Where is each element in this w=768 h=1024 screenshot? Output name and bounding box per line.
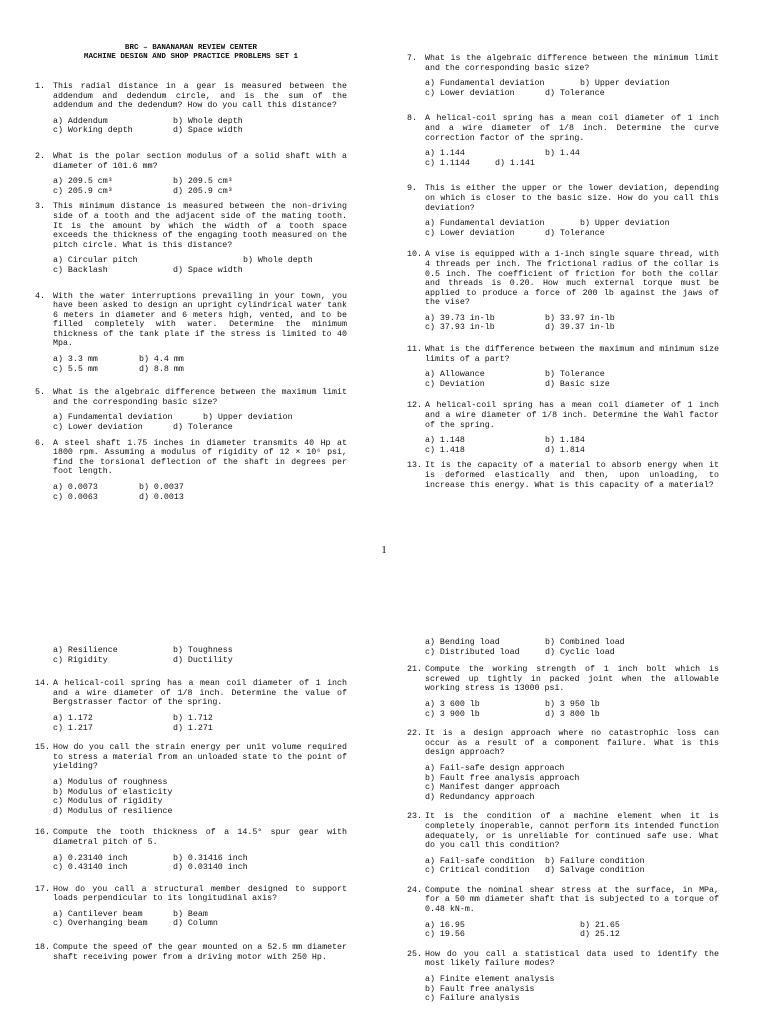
choice-b[interactable]: b) Combined load bbox=[545, 638, 625, 647]
choice-d[interactable]: d) 1.141 bbox=[495, 158, 535, 168]
choice-b[interactable]: b) 209.5 cm³ bbox=[173, 177, 233, 187]
choice-a[interactable]: a) Bending load bbox=[425, 638, 500, 647]
question-5 bbox=[35, 388, 347, 432]
choice-b[interactable]: b) Upper deviation bbox=[580, 219, 670, 229]
question-number: 16. bbox=[35, 828, 50, 838]
question-12 bbox=[407, 401, 719, 455]
question-20-choices bbox=[407, 638, 719, 657]
question-17 bbox=[35, 885, 347, 929]
choice-a[interactable]: a) Modulus of roughness bbox=[53, 777, 168, 787]
choice-b[interactable]: b) Failure condition bbox=[545, 856, 645, 866]
choice-c[interactable]: c) 0.43140 inch bbox=[53, 863, 128, 873]
choice-a[interactable]: a) Fundamental deviation bbox=[425, 219, 545, 229]
page2-left-column bbox=[35, 646, 347, 968]
answer-choices bbox=[53, 256, 347, 275]
question-1 bbox=[35, 82, 347, 136]
question-22 bbox=[407, 729, 719, 802]
choice-c[interactable]: c) Critical condition bbox=[425, 866, 530, 876]
question-text: How do you call a structural member designed to support loads perpendicular to its longitudinal axis? bbox=[53, 884, 347, 904]
answer-choices bbox=[425, 219, 719, 238]
question-text: Compute the working strength of 1 inch bolt which is screwed up tightly in packed joint when the allowable working stress is 13000 psi. bbox=[425, 665, 719, 694]
answer-choices bbox=[53, 483, 347, 502]
choice-c[interactable]: c) Lower deviation bbox=[425, 88, 515, 98]
question-4 bbox=[35, 292, 347, 375]
choice-b[interactable]: b) Whole depth bbox=[173, 116, 243, 126]
choice-c[interactable]: c) Rigidity bbox=[53, 655, 108, 665]
choice-b[interactable]: b) Beam bbox=[173, 909, 208, 919]
choice-c[interactable]: c) 5.5 mm bbox=[53, 364, 98, 374]
question-3 bbox=[35, 202, 347, 275]
choice-d[interactable]: d) Redundancy approach bbox=[425, 792, 535, 802]
choice-a[interactable]: a) 3.3 mm bbox=[53, 355, 98, 365]
question-number: 22. bbox=[407, 729, 422, 739]
choice-c[interactable]: c) 1.1144 bbox=[425, 158, 470, 168]
answer-choices bbox=[53, 355, 347, 374]
answer-choices bbox=[53, 177, 347, 196]
choice-b[interactable]: b) Toughness bbox=[173, 646, 233, 655]
question-number: 6. bbox=[35, 438, 45, 448]
choice-d[interactable]: d) Ductility bbox=[173, 655, 233, 665]
choice-d[interactable]: d) 8.8 mm bbox=[139, 364, 184, 374]
document-header bbox=[35, 44, 347, 62]
choice-d[interactable]: d) 3 800 lb bbox=[545, 709, 600, 719]
question-25 bbox=[407, 950, 719, 1004]
question-text: How do you call the strain energy per unit volume required to stress a material from an unloaded state to the point of yielding? bbox=[53, 743, 347, 772]
choice-c[interactable]: c) 205.9 cm³ bbox=[53, 186, 113, 196]
page1-left-column bbox=[35, 0, 347, 508]
answer-choices bbox=[53, 778, 347, 816]
question-text: A helical-coil spring has a mean coil diameter of 1 inch and a wire diameter of 1/8 inch. Determine the value of Bergstrasser factor of the spring. bbox=[53, 679, 347, 708]
question-number: 15. bbox=[35, 743, 50, 753]
page-2 bbox=[0, 600, 768, 1024]
choice-a[interactable]: a) Addendum bbox=[53, 116, 108, 126]
question-text: A steel shaft 1.75 inches in diameter transmits 40 Hp at 1800 rpm. Assuming a modulus of rigidity of 12 × 10⁶ psi, find the torsional deflection of the shaft in degrees per foot length. bbox=[53, 438, 347, 477]
answer-choices bbox=[425, 857, 719, 876]
answer-choices bbox=[425, 436, 719, 455]
question-number: 18. bbox=[35, 943, 50, 953]
question-number: 14. bbox=[35, 679, 50, 689]
choice-d[interactable]: d) 1.814 bbox=[545, 445, 585, 455]
question-number: 3. bbox=[35, 202, 45, 212]
choice-c[interactable]: c) Modulus of rigidity bbox=[53, 797, 163, 807]
choice-c[interactable]: c) 37.93 in-lb bbox=[425, 323, 495, 333]
answer-choices bbox=[425, 314, 719, 333]
question-text: Compute the nominal shear stress at the surface, in MPa, for a 50 mm diameter shaft that is subjected to a torque of 0.48 kN-m. bbox=[425, 885, 719, 915]
choice-b[interactable]: b) Modulus of elasticity bbox=[53, 787, 173, 797]
question-15 bbox=[35, 743, 347, 816]
choice-d[interactable]: d) Column bbox=[173, 919, 218, 929]
choice-c[interactable]: c) Backlash bbox=[53, 265, 108, 275]
choice-b[interactable]: b) 21.65 bbox=[580, 920, 620, 930]
choice-a[interactable]: a) 0.23140 inch bbox=[53, 853, 128, 863]
question-13 bbox=[407, 461, 719, 490]
choice-b[interactable]: b) 4.4 mm bbox=[139, 355, 184, 365]
question-text: What is the algebraic difference between the minimum limit and the corresponding basic size? bbox=[425, 54, 719, 73]
question-text: With the water interruptions prevailing in your town, you have been asked to design an upright cylindrical water tank 6 meters in diameter and 6 meters high, vented, and to be filled completely with water. Determine the minimum thickness of the tank plate if the stress is limited to 40 Mpa. bbox=[53, 291, 347, 349]
answer-choices bbox=[53, 117, 347, 136]
question-number: 24. bbox=[407, 885, 422, 895]
question-text: A vise is equipped with a 1-inch single square thread, with 4 threads per inch. The frictional radius of the collar is 0.5 inch. The coefficient of friction for both the collar and threads is 0.20. How much external torque must be applied to produce a force of 200 lb against the jaws of the vise? bbox=[425, 250, 719, 308]
question-13-choices bbox=[35, 646, 347, 665]
question-text: What is the algebraic difference between the maximum limit and the corresponding basic size? bbox=[53, 388, 347, 407]
choice-b[interactable]: b) Fault free analysis approach bbox=[425, 773, 580, 783]
question-text: What is the difference between the maximum and minimum size limits of a part? bbox=[425, 345, 719, 364]
choice-d[interactable]: d) 25.12 bbox=[580, 930, 620, 940]
question-text: It is the condition of a machine element when it is completely inoperable, cannot perform its intended function adequately, or is unreliable for continued safe use. What do you call this condition? bbox=[425, 812, 719, 851]
choice-b[interactable]: b) 1.712 bbox=[173, 713, 213, 723]
choice-a[interactable]: a) 3 600 lb bbox=[425, 699, 480, 709]
answer-choices bbox=[425, 700, 719, 719]
choice-b[interactable]: b) 0.0037 bbox=[139, 483, 184, 492]
answer-choices bbox=[53, 413, 347, 432]
question-18 bbox=[35, 943, 347, 962]
choice-a[interactable]: a) Fail-safe design approach bbox=[425, 763, 565, 773]
choice-c[interactable]: c) 1.217 bbox=[53, 723, 93, 733]
page1-right-column bbox=[407, 54, 719, 496]
question-16 bbox=[35, 828, 347, 872]
choice-c[interactable]: c) 0.0063 bbox=[53, 492, 98, 502]
choice-c[interactable]: c) Lower deviation bbox=[425, 228, 515, 238]
question-number: 13. bbox=[407, 461, 422, 471]
choice-a[interactable]: a) Circular pitch bbox=[53, 256, 138, 266]
choice-a[interactable]: a) 1.144 bbox=[425, 149, 465, 159]
question-9 bbox=[407, 184, 719, 238]
choice-d[interactable]: d) 0.0013 bbox=[139, 492, 184, 502]
question-text: This radial distance in a gear is measured between the addendum and dedendum circle, and is the sum of the addendum and the dedendum? How do you call this distance? bbox=[53, 82, 347, 111]
question-24 bbox=[407, 886, 719, 940]
question-text: It is the capacity of a material to absorb energy when it is deformed elastically and then, upon unloading, to increase this energy. What is this capacity of a material? bbox=[425, 461, 719, 490]
question-number: 25. bbox=[407, 949, 422, 959]
choice-c[interactable]: c) 1.418 bbox=[425, 445, 465, 455]
choice-d[interactable]: d) 39.37 in-lb bbox=[545, 323, 615, 333]
choice-b[interactable]: b) 0.31416 inch bbox=[173, 853, 248, 863]
choice-d[interactable]: d) Tolerance bbox=[173, 423, 233, 433]
answer-choices bbox=[53, 714, 347, 733]
choice-d[interactable]: d) Cyclic load bbox=[545, 647, 615, 657]
question-text: A helical-coil spring has a mean coil diameter of 1 inch and a wire diameter of 1/8 inch. Determine the curve correction factor of the spring. bbox=[425, 114, 719, 143]
question-number: 10. bbox=[407, 250, 422, 260]
choice-c[interactable]: c) Failure analysis bbox=[425, 994, 520, 1004]
choice-a[interactable]: a) Cantilever beam bbox=[53, 909, 143, 919]
answer-choices bbox=[425, 764, 719, 802]
choice-c[interactable]: c) Distributed load bbox=[425, 647, 520, 657]
choice-b[interactable]: b) 1.184 bbox=[545, 436, 585, 446]
choice-a[interactable]: a) Finite element analysis bbox=[425, 975, 555, 985]
choice-b[interactable]: b) Upper deviation bbox=[203, 413, 293, 423]
answer-choices bbox=[53, 854, 347, 873]
choice-d[interactable]: d) Tolerance bbox=[545, 88, 605, 98]
choice-b[interactable]: b) 3 950 lb bbox=[545, 699, 600, 709]
question-number: 11. bbox=[407, 345, 422, 355]
question-text: What is the polar section modulus of a solid shaft with a diameter of 101.6 mm? bbox=[53, 151, 347, 171]
answer-choices bbox=[425, 79, 719, 98]
answer-choices bbox=[53, 910, 347, 929]
choice-c[interactable]: c) Overhanging beam bbox=[53, 919, 148, 929]
question-number: 23. bbox=[407, 812, 422, 822]
choice-a[interactable]: a) 209.5 cm³ bbox=[53, 177, 113, 187]
question-21 bbox=[407, 665, 719, 719]
choice-d[interactable]: d) 205.9 cm³ bbox=[173, 186, 233, 196]
question-text: A helical-coil spring has a mean coil diameter of 1 inch and a wire diameter of 1/8 inch. Determine the Wahl factor of the spring. bbox=[425, 401, 719, 430]
answer-choices bbox=[425, 370, 719, 389]
choice-c[interactable]: c) Lower deviation bbox=[53, 423, 143, 433]
choice-b[interactable]: b) Fault free analysis bbox=[425, 984, 535, 994]
question-text: This is either the upper or the lower deviation, depending on which is closer to the basic size. How do you call this deviation? bbox=[425, 184, 719, 213]
choice-a[interactable]: a) Fail-safe condition bbox=[425, 856, 535, 866]
question-number: 2. bbox=[35, 151, 45, 161]
header-title: BRC – BANANAMAN REVIEW CENTER bbox=[124, 44, 258, 52]
question-text: Compute the speed of the gear mounted on a 52.5 mm diameter shaft receiving power from a driving motor with 250 Hp. bbox=[53, 943, 347, 962]
question-number: 21. bbox=[407, 665, 422, 675]
choice-a[interactable]: a) 1.148 bbox=[425, 436, 465, 446]
choice-a[interactable]: a) Fundamental deviation bbox=[53, 413, 173, 423]
choice-d[interactable]: d) Space width bbox=[173, 265, 243, 275]
question-number: 9. bbox=[407, 184, 417, 194]
choice-c[interactable]: c) 3 900 lb bbox=[425, 709, 480, 719]
page-number: 1 bbox=[381, 544, 387, 556]
page2-right-column bbox=[407, 638, 719, 1010]
question-6 bbox=[35, 439, 347, 503]
choice-d[interactable]: d) Tolerance bbox=[545, 228, 605, 238]
choice-a[interactable]: a) 16.95 bbox=[425, 920, 465, 930]
question-7 bbox=[407, 54, 719, 98]
question-23 bbox=[407, 812, 719, 876]
choice-d[interactable]: d) 1.271 bbox=[173, 723, 213, 733]
choice-c[interactable]: c) Deviation bbox=[425, 379, 485, 389]
choice-b[interactable]: b) Tolerance bbox=[545, 370, 605, 380]
question-number: 1. bbox=[35, 82, 45, 91]
question-11 bbox=[407, 345, 719, 389]
choice-b[interactable]: b) 1.44 bbox=[545, 149, 580, 159]
question-14 bbox=[35, 679, 347, 733]
question-text: It is a design approach where no catastrophic loss can occur as a result of a component failure. What is this design approach? bbox=[425, 729, 719, 758]
choice-d[interactable]: d) Basic size bbox=[545, 379, 610, 389]
question-number: 8. bbox=[407, 114, 417, 124]
question-number: 5. bbox=[35, 388, 45, 398]
answer-choices bbox=[425, 921, 719, 940]
answer-choices bbox=[425, 975, 719, 1004]
choice-d[interactable]: d) Salvage condition bbox=[545, 866, 645, 876]
question-number: 17. bbox=[35, 884, 50, 894]
choice-a[interactable]: a) 0.0073 bbox=[53, 483, 98, 492]
choice-d[interactable]: d) 0.03140 inch bbox=[173, 863, 248, 873]
choice-a[interactable]: a) Allowance bbox=[425, 370, 485, 380]
choice-a[interactable]: a) Resilience bbox=[53, 646, 118, 655]
choice-a[interactable]: a) 1.172 bbox=[53, 713, 93, 723]
question-2 bbox=[35, 152, 347, 196]
question-text: Compute the tooth thickness of a 14.5° spur gear with diametral pitch of 5. bbox=[53, 828, 347, 847]
choice-a[interactable]: a) 39.73 in-lb bbox=[425, 313, 495, 323]
answer-choices bbox=[425, 149, 719, 168]
choice-a[interactable]: a) Fundamental deviation bbox=[425, 79, 545, 89]
question-8 bbox=[407, 114, 719, 168]
question-10 bbox=[407, 250, 719, 333]
choice-b[interactable]: b) Whole depth bbox=[243, 256, 313, 266]
question-text: How do you call a statistical data used to identify the most likely failure modes? bbox=[425, 949, 719, 969]
question-number: 12. bbox=[407, 401, 422, 411]
choice-d[interactable]: d) Modulus of resilience bbox=[53, 806, 173, 816]
question-text: This minimum distance is measured between the non-driving side of a tooth and the adjacent side of the mating tooth. It is the amount by which the width of a tooth space exceeds the thickness of the engaging tooth measured on the pitch circle. What is this distance? bbox=[53, 202, 347, 250]
choice-c[interactable]: c) Working depth bbox=[53, 126, 133, 136]
question-number: 4. bbox=[35, 291, 45, 301]
choice-c[interactable]: c) 19.56 bbox=[425, 930, 465, 940]
header-subtitle: MACHINE DESIGN AND SHOP PRACTICE PROBLEMS SET 1 bbox=[83, 53, 299, 61]
choice-d[interactable]: d) Space width bbox=[173, 126, 243, 136]
choice-c[interactable]: c) Manifest danger approach bbox=[425, 783, 560, 793]
question-number: 7. bbox=[407, 54, 417, 63]
choice-b[interactable]: b) 33.97 in-lb bbox=[545, 313, 615, 323]
choice-b[interactable]: b) Upper deviation bbox=[580, 79, 670, 89]
